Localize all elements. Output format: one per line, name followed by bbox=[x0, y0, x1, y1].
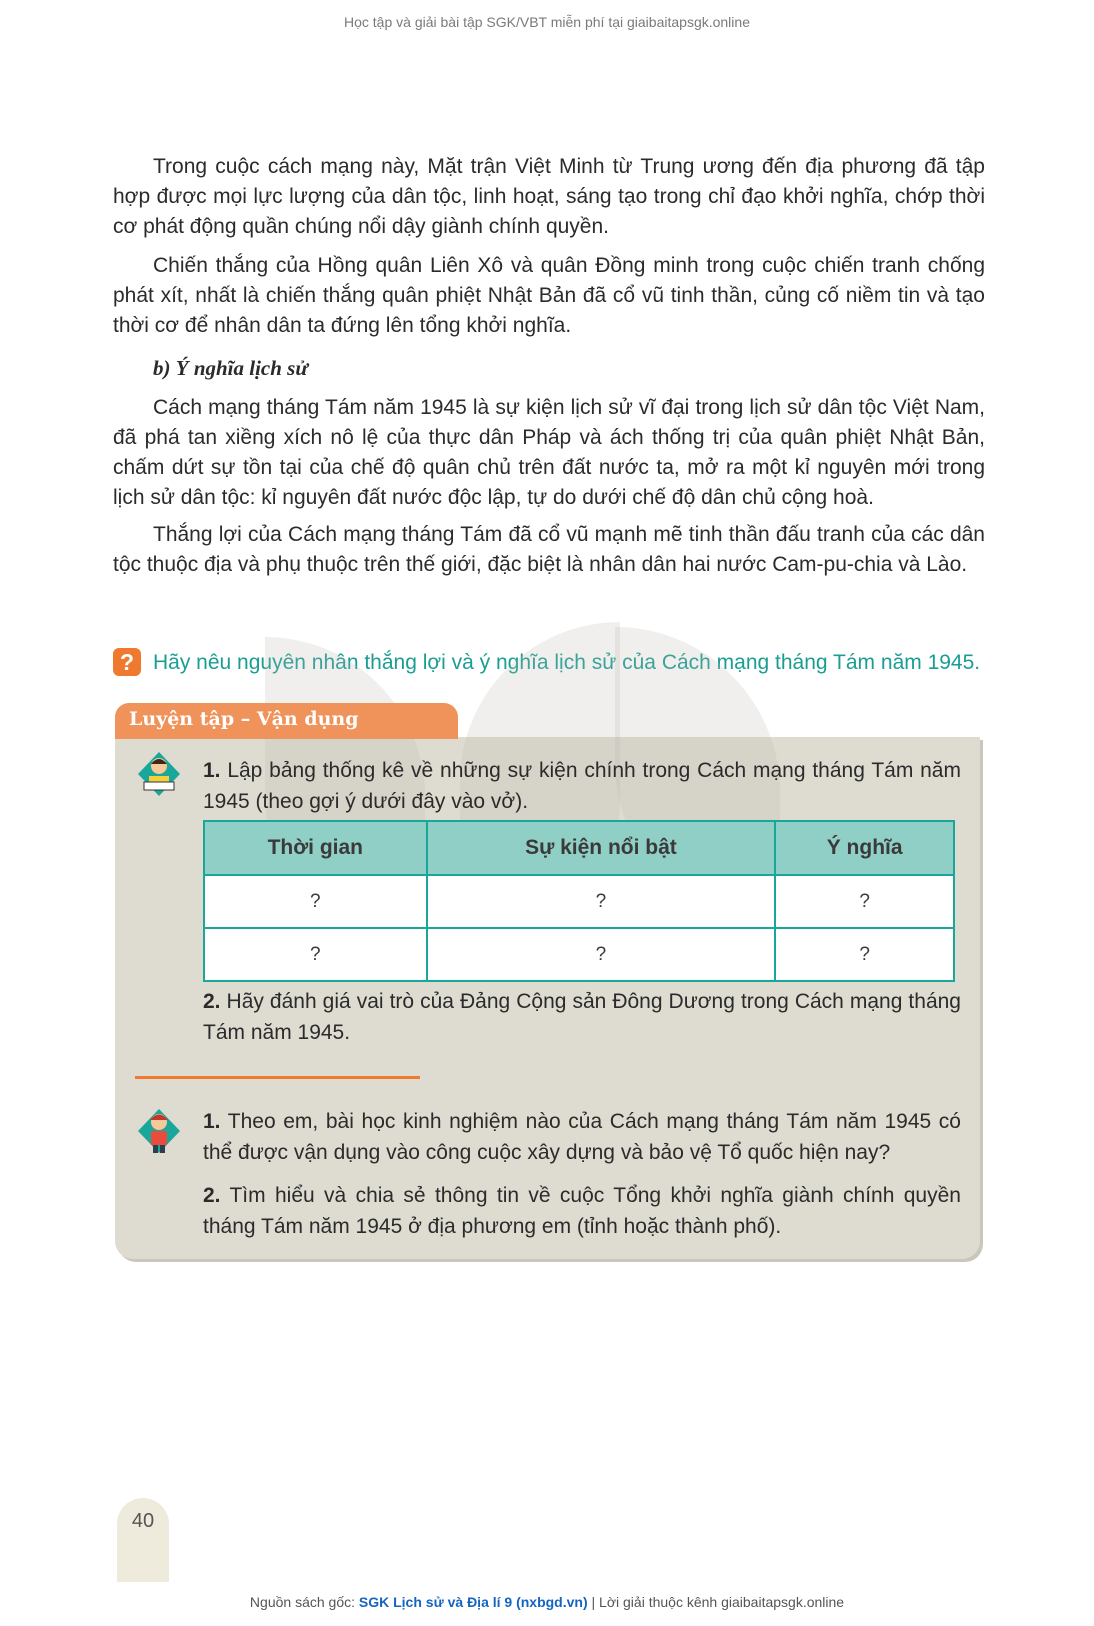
table-cell: ? bbox=[775, 875, 954, 928]
question-icon: ? bbox=[113, 648, 141, 676]
practice-task-1-text: Lập bảng thống kê về những sự kiện chính trong Cách mạng tháng Tám năm 1945 (theo gợi ý dưới đây vào vở). bbox=[203, 759, 961, 813]
page-number: 40 bbox=[131, 1510, 155, 1532]
paragraph-2: Chiến thắng của Hồng quân Liên Xô và quân Đồng minh trong cuộc chiến tranh chống phát xít, nhất là chiến thắng quân phiệt Nhật Bản đã cổ vũ tinh thần, củng cố niềm tin và tạo thời cơ để nhân dân ta đứng lên tổng khởi nghĩa. bbox=[113, 254, 985, 337]
apply-task-1 bbox=[203, 1106, 961, 1168]
table-header-meaning: Ý nghĩa bbox=[775, 821, 954, 875]
student-writing-icon bbox=[136, 750, 182, 798]
top-watermark: Học tập và giải bài tập SGK/VBT miễn phí tại giaibaitapsgk.online bbox=[344, 14, 750, 30]
table-row bbox=[204, 875, 954, 928]
footer-source-link[interactable]: SGK Lịch sử và Địa lí 9 (nxbgd.vn) bbox=[358, 1594, 588, 1610]
table-header-event: Sự kiện nổi bật bbox=[427, 821, 776, 875]
table-cell: ? bbox=[204, 875, 427, 928]
student-thinking-icon bbox=[136, 1107, 182, 1155]
page-number-tab bbox=[117, 1498, 169, 1582]
footer bbox=[0, 1594, 1094, 1610]
table-header-time: Thời gian bbox=[204, 821, 427, 875]
footer-prefix: Nguồn sách gốc: bbox=[249, 1594, 359, 1610]
apply-task-2-text: Tìm hiểu và chia sẻ thông tin về cuộc Tổng khởi nghĩa giành chính quyền tháng Tám năm 1945 ở địa phương em (tỉnh hoặc thành phố). bbox=[203, 1184, 961, 1238]
practice-task-1-number: 1. bbox=[203, 759, 221, 782]
practice-task-2-number: 2. bbox=[203, 990, 221, 1013]
question-text: Hãy nêu nguyên nhân thắng lợi và ý nghĩa lịch sử của Cách mạng tháng Tám năm 1945. bbox=[153, 651, 981, 674]
table-row bbox=[204, 928, 954, 981]
apply-task-1-number: 1. bbox=[203, 1110, 221, 1133]
footer-suffix: | Lời giải thuộc kênh giaibaitapsgk.online bbox=[587, 1594, 845, 1610]
practice-task-1 bbox=[203, 755, 961, 817]
section-divider bbox=[135, 1076, 420, 1079]
table-cell: ? bbox=[427, 875, 776, 928]
practice-task-2 bbox=[203, 986, 961, 1048]
practice-tab bbox=[115, 703, 458, 739]
practice-tab-label: Luyện tập – Vận dụng bbox=[129, 708, 359, 730]
events-table bbox=[203, 820, 955, 982]
apply-task-2-number: 2. bbox=[203, 1184, 221, 1207]
section-subheading: b) Ý nghĩa lịch sử bbox=[153, 356, 308, 380]
table-cell: ? bbox=[775, 928, 954, 981]
paragraph-3: Cách mạng tháng Tám năm 1945 là sự kiện lịch sử vĩ đại trong lịch sử dân tộc Việt Nam, đã phá tan xiềng xích nô lệ của thực dân Pháp và ách thống trị của quân phiệt Nhật Bản, chấm dứt sự tồn tại của chế độ quân chủ trên đất nước ta, mở ra một kỉ nguyên mới trong lịch sử dân tộc: kỉ nguyên đất nước độc lập, tự do dưới chế độ dân chủ cộng hoà. bbox=[113, 396, 985, 509]
table-cell: ? bbox=[427, 928, 776, 981]
table-cell: ? bbox=[204, 928, 427, 981]
paragraph-1: Trong cuộc cách mạng này, Mặt trận Việt Minh từ Trung ương đến địa phương đã tập hợp được mọi lực lượng của dân tộc, linh hoạt, sáng tạo trong chỉ đạo khởi nghĩa, chớp thời cơ phát động quần chúng nổi dậy giành chính quyền. bbox=[113, 155, 985, 238]
apply-task-2 bbox=[203, 1180, 961, 1242]
practice-task-2-text: Hãy đánh giá vai trò của Đảng Cộng sản Đông Dương trong Cách mạng tháng Tám năm 1945. bbox=[203, 990, 961, 1044]
apply-task-1-text: Theo em, bài học kinh nghiệm nào của Cách mạng tháng Tám năm 1945 có thể được vận dụng vào công cuộc xây dựng và bảo vệ Tổ quốc hiện nay? bbox=[203, 1110, 961, 1164]
paragraph-4: Thắng lợi của Cách mạng tháng Tám đã cổ vũ mạnh mẽ tinh thần đấu tranh của các dân tộc thuộc địa và phụ thuộc trên thế giới, đặc biệt là nhân dân hai nước Cam-pu-chia và Lào. bbox=[113, 523, 985, 576]
